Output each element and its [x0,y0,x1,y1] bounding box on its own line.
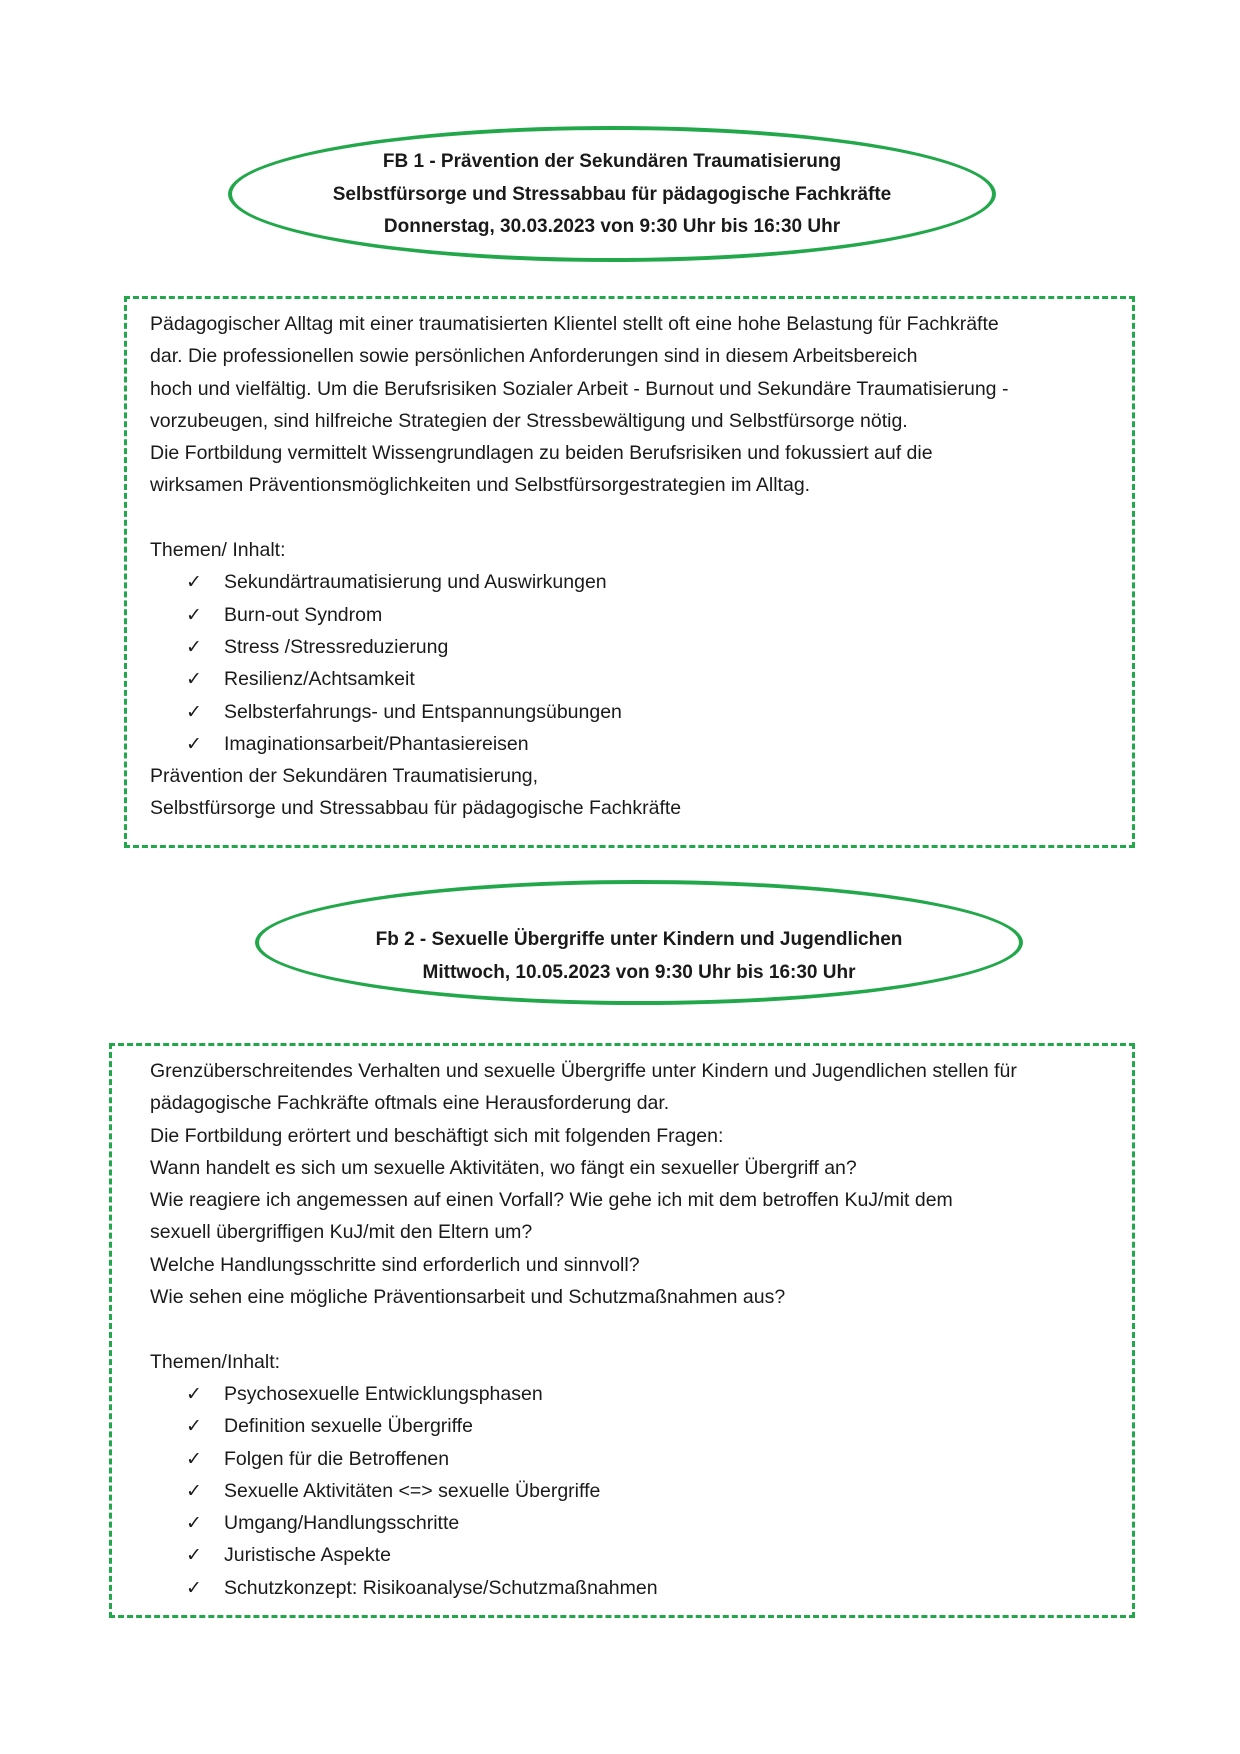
fb1-title-line: Donnerstag, 30.03.2023 von 9:30 Uhr bis 16:30 Uhr [383,216,841,237]
fb1-intro-line: wirksamen Präventionsmöglichkeiten und Selbstfürsorgestrategien im Alltag. [150,474,811,497]
checkmark-icon: ✓ [186,1479,202,1502]
checkmark-icon: ✓ [186,603,202,626]
fb2-topic-item [150,1378,1017,1410]
fb1-intro-line: Pädagogischer Alltag mit einer traumatisierten Klientel stellt oft eine hohe Belastung für Fachkräfte [150,313,999,335]
fb2-intro-line: Die Fortbildung erörtert und beschäftigt sich mit folgenden Fragen: [150,1124,724,1147]
fb1-title-line: FB 1 - Prävention der Sekundären Traumatisierung [382,151,842,172]
fb2-topic-item [150,1507,1017,1539]
blank-line [150,1313,1017,1345]
fb1-title [228,146,996,244]
fb1-topic-item [150,631,1008,663]
fb1-topic-label: Resilienz/Achtsamkeit [224,668,415,691]
fb2-topic-item [150,1410,1017,1442]
fb1-topic-item [150,566,1008,598]
fb2-title-line: Fb 2 - Sexuelle Übergriffe unter Kindern und Jugendlichen [375,929,903,950]
fb2-topic-label: Sexuelle Aktivitäten <=> sexuelle Übergriffe [224,1479,601,1502]
fb2-topic-label: Folgen für die Betroffenen [224,1447,450,1470]
checkmark-icon: ✓ [186,700,202,723]
fb1-intro-line: Die Fortbildung vermittelt Wissengrundlagen zu beiden Berufsrisiken und fokussiert auf die [150,442,933,465]
fb1-closing-line: Prävention der Sekundären Traumatisierung, [150,765,539,788]
checkmark-icon: ✓ [186,635,202,658]
fb2-topic-label: Umgang/Handlungsschritte [224,1512,460,1535]
checkmark-icon: ✓ [186,1512,202,1535]
fb2-topic-label: Juristische Aspekte [224,1544,391,1567]
fb2-topic-label: Psychosexuelle Entwicklungsphasen [224,1382,543,1405]
fb1-topic-item [150,728,1008,760]
fb2-topic-item [150,1539,1017,1571]
fb2-intro-line: Welche Handlungsschritte sind erforderlich und sinnvoll? [150,1253,640,1276]
fb2-content [150,1055,1017,1604]
fb2-topic-item [150,1443,1017,1475]
checkmark-icon: ✓ [186,732,202,755]
fb1-content [150,308,1008,825]
fb2-intro-line: Wie sehen eine mögliche Präventionsarbeit und Schutzmaßnahmen aus? [150,1286,786,1309]
fb2-intro-line: Wann handelt es sich um sexuelle Aktivitäten, wo fängt ein sexueller Übergriff an? [150,1156,857,1179]
fb1-intro-line: vorzubeugen, sind hilfreiche Strategien der Stressbewältigung und Selbstfürsorge nötig. [150,409,908,432]
checkmark-icon: ✓ [186,1576,202,1599]
fb2-topics-heading: Themen/Inhalt: [150,1350,281,1373]
fb1-topics-heading: Themen/ Inhalt: [150,539,286,562]
checkmark-icon: ✓ [186,668,202,691]
checkmark-icon: ✓ [186,1415,202,1438]
checkmark-icon: ✓ [186,1544,202,1567]
fb1-topic-label: Burn-out Syndrom [224,603,383,626]
fb1-intro-line: hoch und vielfältig. Um die Berufsrisiken Sozialer Arbeit - Burnout und Sekundäre Traumatisierung - [150,377,1009,400]
fb2-title [255,924,1023,989]
fb2-title-line: Mittwoch, 10.05.2023 von 9:30 Uhr bis 16:30 Uhr [422,961,856,983]
fb2-intro-line: Grenzüberschreitendes Verhalten und sexuelle Übergriffe unter Kindern und Jugendlichen stellen für [150,1060,1017,1082]
fb2-intro-line: Wie reagiere ich angemessen auf einen Vorfall? Wie gehe ich mit dem betroffen KuJ/mit dem [150,1189,953,1212]
fb1-title-line: Selbstfürsorge und Stressabbau für pädagogische Fachkräfte [332,183,892,205]
fb1-topic-item [150,696,1008,728]
checkmark-icon: ✓ [186,571,202,594]
fb2-intro-line: sexuell übergriffigen KuJ/mit den Eltern um? [150,1221,533,1244]
fb1-closing-line: Selbstfürsorge und Stressabbau für pädagogische Fachkräfte [150,797,682,820]
fb1-topic-label: Stress /Stressreduzierung [224,635,449,658]
fb1-topic-item [150,599,1008,631]
fb1-topic-label: Selbsterfahrungs- und Entspannungsübungen [224,700,622,723]
fb1-topic-item [150,663,1008,695]
fb2-topic-label: Schutzkonzept: Risikoanalyse/Schutzmaßnahmen [224,1576,658,1599]
checkmark-icon: ✓ [186,1382,202,1405]
blank-line [150,502,1008,534]
fb2-topic-item [150,1572,1017,1604]
fb1-topic-label: Imaginationsarbeit/Phantasiereisen [224,732,529,755]
checkmark-icon: ✓ [186,1447,202,1470]
fb2-topic-item [150,1475,1017,1507]
fb2-topic-list [150,1378,1017,1604]
fb1-topic-list [150,566,1008,760]
fb2-topic-label: Definition sexuelle Übergriffe [224,1415,473,1438]
fb1-topic-label: Sekundärtraumatisierung und Auswirkungen [224,571,607,594]
fb2-intro-line: pädagogische Fachkräfte oftmals eine Herausforderung dar. [150,1092,670,1115]
fb1-intro-line: dar. Die professionellen sowie persönlichen Anforderungen sind in diesem Arbeitsbereich [150,345,918,368]
